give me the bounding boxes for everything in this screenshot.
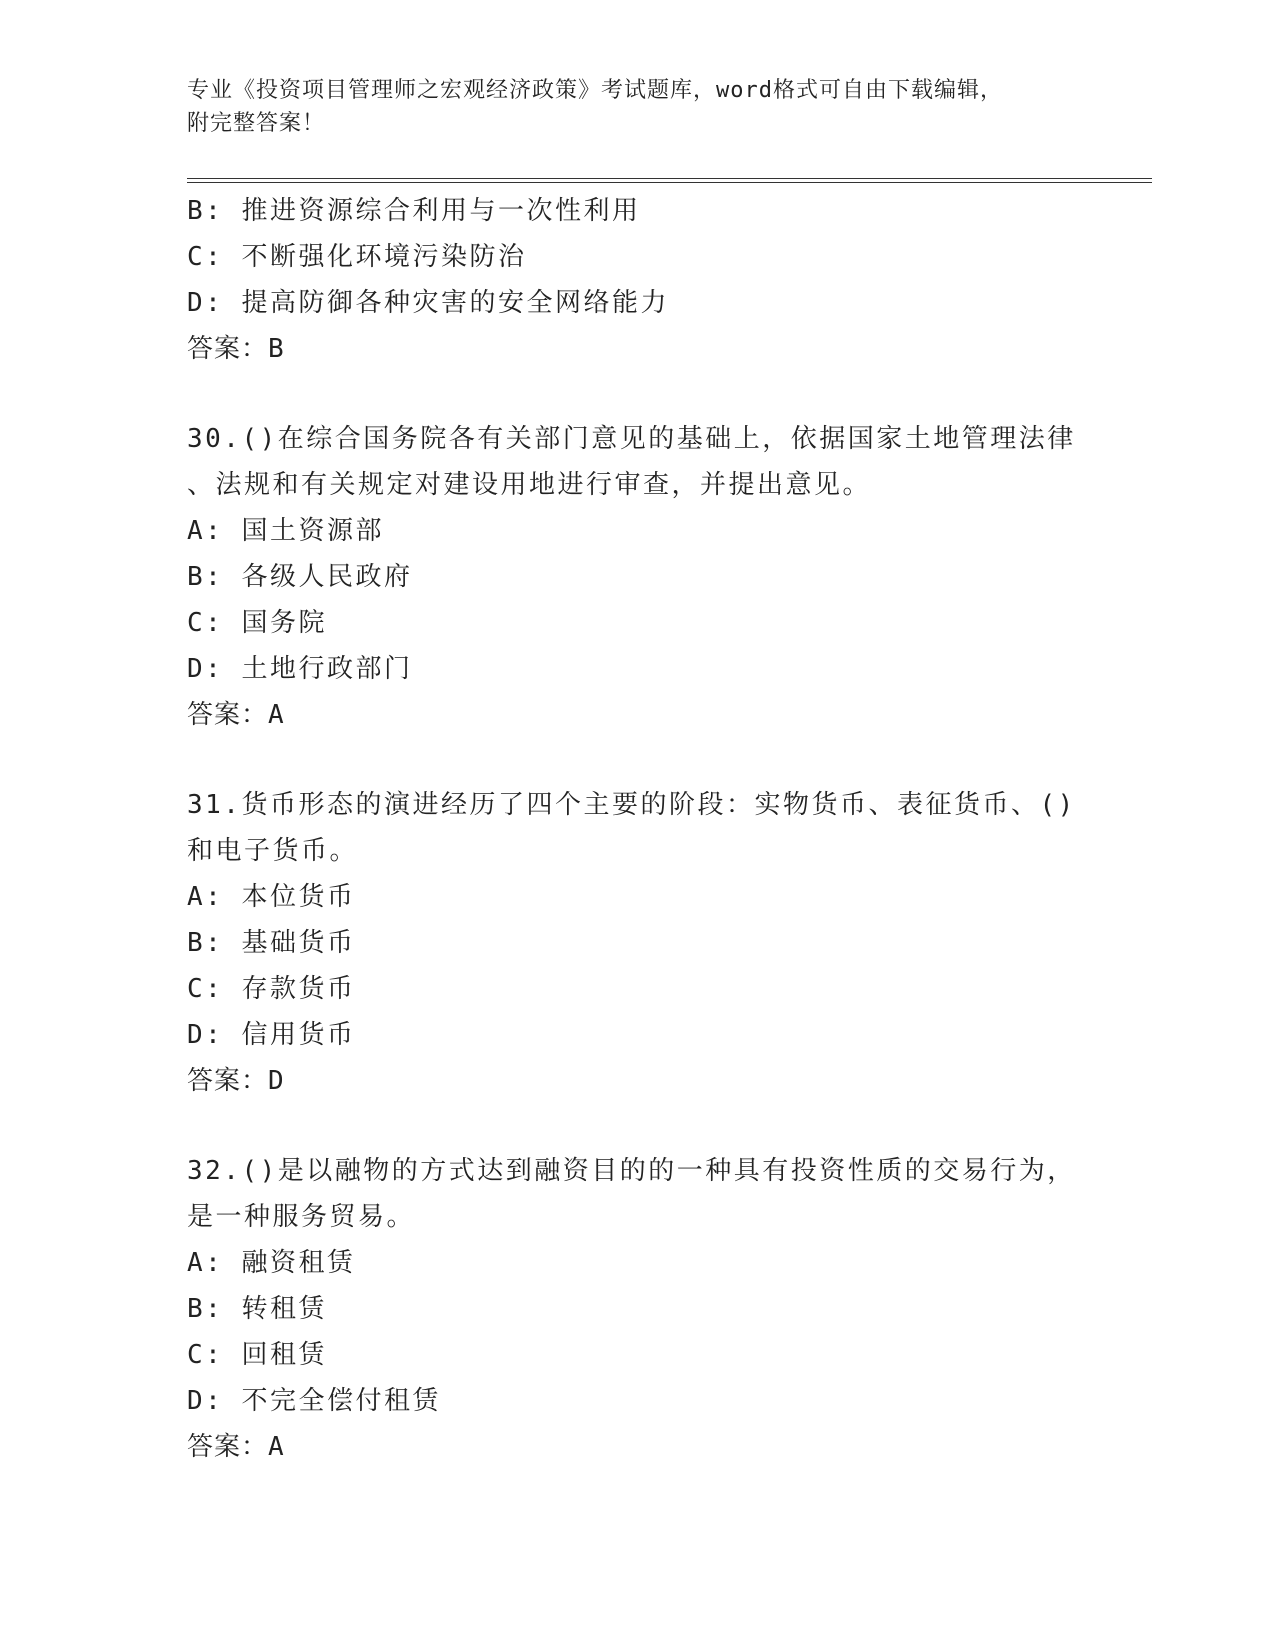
answer-label: 答案：B bbox=[187, 334, 285, 364]
question-fragment bbox=[187, 188, 1107, 372]
option-a: A: 国土资源部 bbox=[187, 516, 384, 546]
option-b: B: 基础货币 bbox=[187, 928, 356, 958]
option-a: A: 融资租赁 bbox=[187, 1248, 356, 1278]
question-31 bbox=[187, 782, 1107, 1104]
page-header bbox=[187, 74, 1087, 140]
option-d: D: 信用货币 bbox=[187, 1020, 356, 1050]
answer-label: 答案：A bbox=[187, 1432, 285, 1462]
question-30 bbox=[187, 416, 1107, 738]
question-stem-line: 32.()是以融物的方式达到融资目的的一种具有投资性质的交易行为， bbox=[187, 1156, 1076, 1186]
option-b: B: 转租赁 bbox=[187, 1294, 327, 1324]
question-spacer bbox=[187, 1104, 1107, 1148]
option-b: B: 各级人民政府 bbox=[187, 562, 413, 592]
answer-label: 答案：A bbox=[187, 700, 285, 730]
question-32 bbox=[187, 1148, 1107, 1470]
option-c: C: 国务院 bbox=[187, 608, 327, 638]
answer-label: 答案：D bbox=[187, 1066, 285, 1096]
option-a: A: 本位货币 bbox=[187, 882, 356, 912]
option-c: C: 回租赁 bbox=[187, 1340, 327, 1370]
question-stem-line: 是一种服务贸易。 bbox=[187, 1202, 416, 1232]
question-stem-line: 和电子货币。 bbox=[187, 836, 359, 866]
option-c: C: 不断强化环境污染防治 bbox=[187, 242, 527, 272]
option-d: D: 提高防御各种灾害的安全网络能力 bbox=[187, 288, 669, 318]
question-stem-line: 、法规和有关规定对建设用地进行审查，并提出意见。 bbox=[187, 470, 872, 500]
question-stem-line: 31.货币形态的演进经历了四个主要的阶段：实物货币、表征货币、() bbox=[187, 790, 1076, 820]
header-line-2: 附完整答案！ bbox=[187, 111, 326, 136]
header-divider-top bbox=[187, 178, 1152, 179]
option-d: D: 土地行政部门 bbox=[187, 654, 413, 684]
header-line-1: 专业《投资项目管理师之宏观经济政策》考试题库，word格式可自由下载编辑， bbox=[187, 78, 1003, 103]
question-spacer bbox=[187, 372, 1107, 416]
option-b: B: 推进资源综合利用与一次性利用 bbox=[187, 196, 641, 226]
question-stem-line: 30.()在综合国务院各有关部门意见的基础上，依据国家土地管理法律 bbox=[187, 424, 1076, 454]
option-d: D: 不完全偿付租赁 bbox=[187, 1386, 441, 1416]
question-spacer bbox=[187, 738, 1107, 782]
header-divider-bottom bbox=[187, 182, 1152, 183]
question-list bbox=[187, 188, 1107, 1470]
option-c: C: 存款货币 bbox=[187, 974, 356, 1004]
